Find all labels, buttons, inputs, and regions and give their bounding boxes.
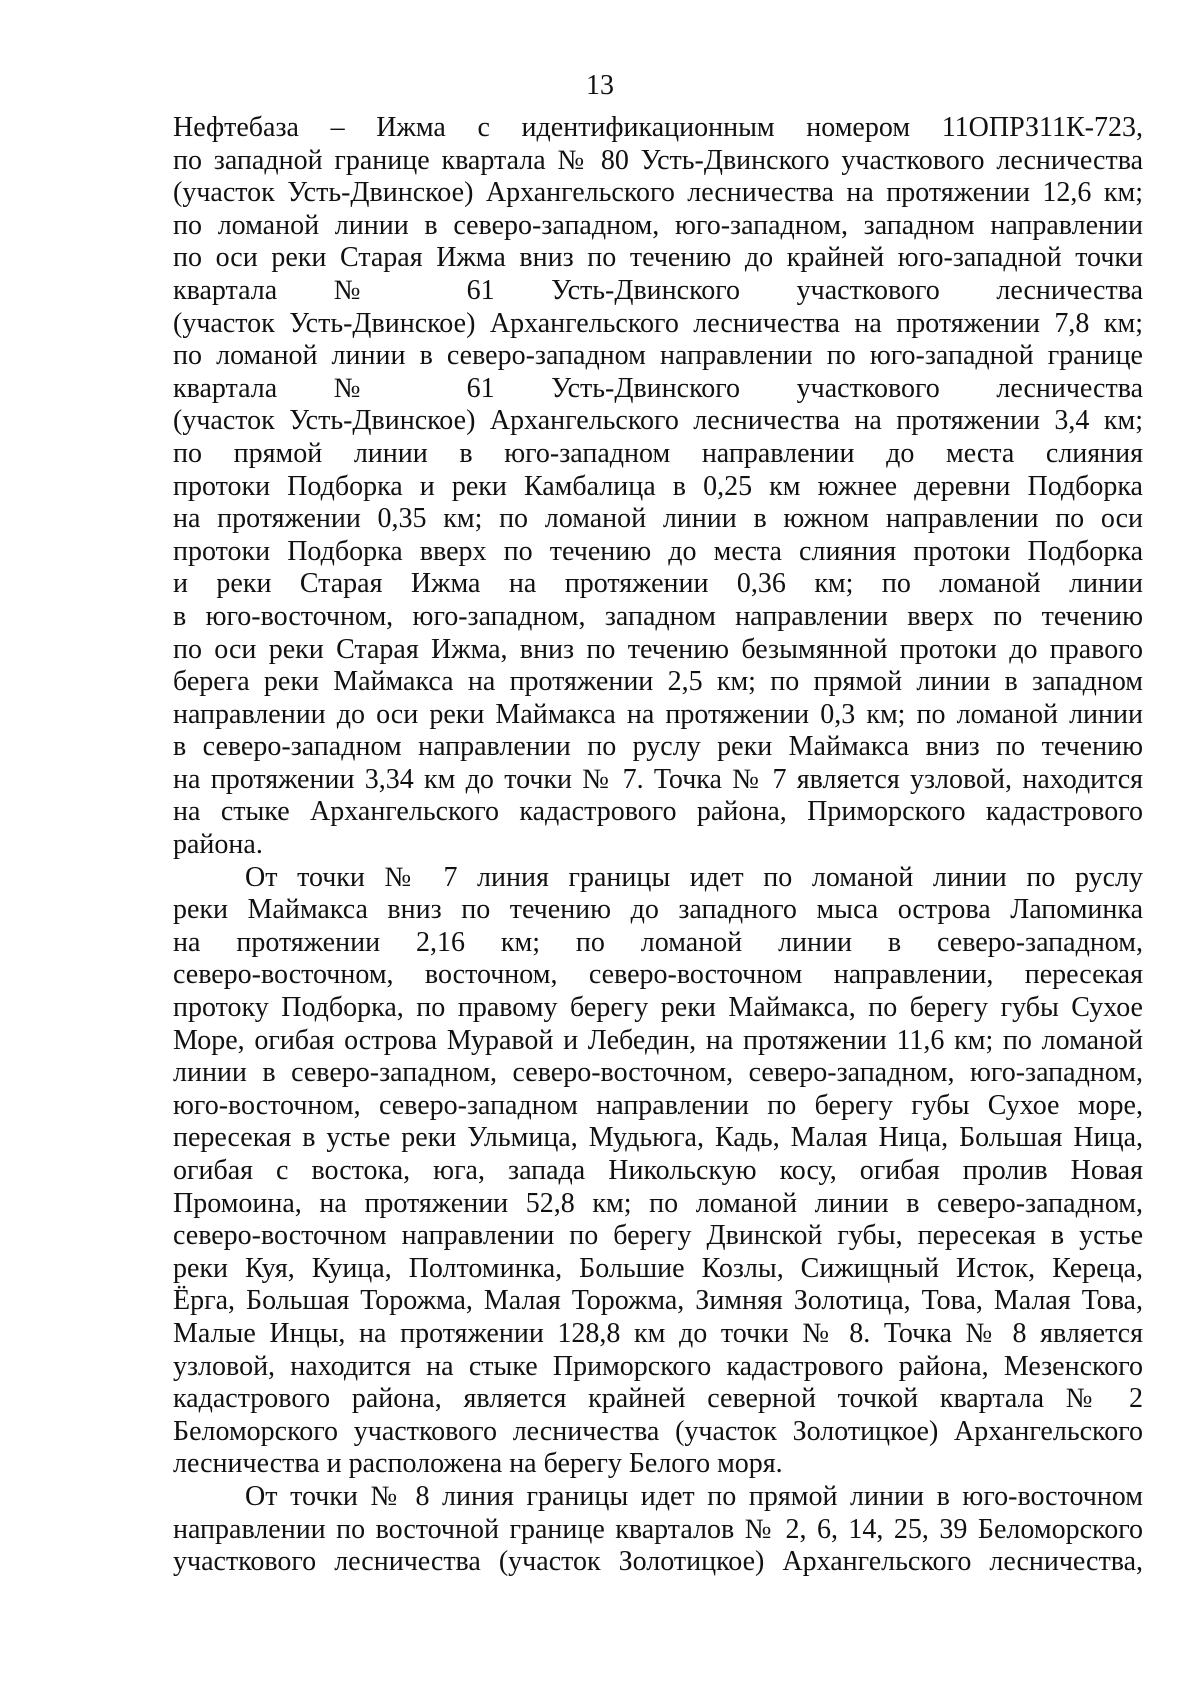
text-line: северо-восточном, восточном, северо-восточном направлении, пересекая [173,959,1143,991]
text-line: Море, огибая острова Муравой и Лебедин, на протяжении 11,6 км; по ломаной [173,1024,1143,1056]
text-line: по оси реки Старая Ижма, вниз по течению безымянной протоки до правого [173,633,1143,665]
text-line: линии в северо-западном, северо-восточном, северо-западном, юго-западном, [173,1057,1143,1089]
text-line: по ломаной линии в северо-западном, юго-западном, западном направлении [173,209,1143,241]
text-line: От точки № 7 линия границы идет по ломаной линии по руслу [245,861,1143,893]
text-line: на протяжении 2,16 км; по ломаной линии в северо-западном, [173,926,1143,958]
text-line: северо-восточном направлении по берегу Двинской губы, пересекая в устье [173,1220,1143,1252]
text-line: на протяжении 0,35 км; по ломаной линии в южном направлении по оси [173,503,1143,535]
text-line: по прямой линии в юго-западном направлении до места слияния [173,437,1143,469]
text-line: реки Маймакса вниз по течению до западного мыса острова Лапоминка [173,894,1143,926]
text-line: берега реки Маймакса на протяжении 2,5 км; по прямой линии в западном [173,666,1143,698]
text-line: огибая с востока, юга, запада Никольскую косу, огибая пролив Новая [173,1155,1143,1186]
page-number: 13 [586,70,614,101]
text-line: и реки Старая Ижма на протяжении 0,36 км; по ломаной линии [173,568,1143,600]
text-line: направлении до оси реки Маймакса на протяжении 0,3 км; по ломаной линии [173,698,1143,730]
text-line: квартала № 61 Усть-Двинского участкового лесничества [173,274,1143,306]
text-line: в северо-западном направлении по руслу реки Маймакса вниз по течению [173,731,1143,763]
text-line: района. [173,829,263,861]
text-line: направлении по восточной границе кварталов № 2, 6, 14, 25, 39 Беломорского [173,1513,1143,1545]
text-line: протоки Подборка и реки Камбалица в 0,25 км южнее деревни Подборка [173,470,1143,502]
text-line: на протяжении 3,34 км до точки № 7. Точка № 7 является узловой, находится [173,763,1143,795]
text-line: Ёрга, Большая Торожма, Малая Торожма, Зимняя Золотица, Това, Малая Това, [173,1285,1143,1317]
text-line: реки Куя, Куица, Полтоминка, Большие Козлы, Сижищный Исток, Кереца, [173,1252,1143,1284]
text-line: лесничества и расположена на берегу Белого моря. [173,1448,783,1480]
text-line: Нефтебаза – Ижма с идентификационным номером 11ОПРЗ11К-723, [173,112,1143,143]
text-line: на стыке Архангельского кадастрового района, Приморского кадастрового [173,796,1143,828]
text-line: по ломаной линии в северо-западном направлении по юго-западной границе [173,340,1143,372]
text-line: кадастрового района, является крайней северной точкой квартала № 2 [173,1383,1143,1415]
text-line: протоку Подборка, по правому берегу реки Маймакса, по берегу губы Сухое [173,992,1143,1024]
text-line: юго-восточном, северо-западном направлении по берегу губы Сухое море, [173,1089,1143,1121]
text-line: (участок Усть-Двинское) Архангельского лесничества на протяжении 7,8 км; [173,307,1143,339]
text-line: в юго-восточном, юго-западном, западном направлении вверх по течению [173,600,1143,632]
text-line: по западной границе квартала № 80 Усть-Двинского участкового лесничества [173,144,1143,176]
document-body [173,112,1143,1579]
text-line: (участок Усть-Двинское) Архангельского лесничества на протяжении 3,4 км; [173,405,1143,437]
text-line: От точки № 8 линия границы идет по прямой линии в юго-восточном [245,1480,1143,1512]
text-line: квартала № 61 Усть-Двинского участкового лесничества [173,372,1143,404]
text-line: по оси реки Старая Ижма вниз по течению до крайней юго-западной точки [173,242,1143,274]
text-line: Беломорского участкового лесничества (участок Золотицкое) Архангельского [173,1415,1143,1447]
text-line: пересекая в устье реки Ульмица, Мудьюга, Кадь, Малая Ница, Большая Ница, [173,1122,1143,1154]
text-line: (участок Усть-Двинское) Архангельского лесничества на протяжении 12,6 км; [173,177,1143,209]
text-line: протоки Подборка вверх по течению до места слияния протоки Подборка [173,535,1143,567]
text-line: узловой, находится на стыке Приморского кадастрового района, Мезенского [173,1350,1143,1382]
text-line: участкового лесничества (участок Золотицкое) Архангельского лесничества, [173,1546,1143,1578]
text-line: Малые Инцы, на протяжении 128,8 км до точки № 8. Точка № 8 является [173,1317,1143,1349]
text-line: Промоина, на протяжении 52,8 км; по ломаной линии в северо-западном, [173,1187,1143,1219]
